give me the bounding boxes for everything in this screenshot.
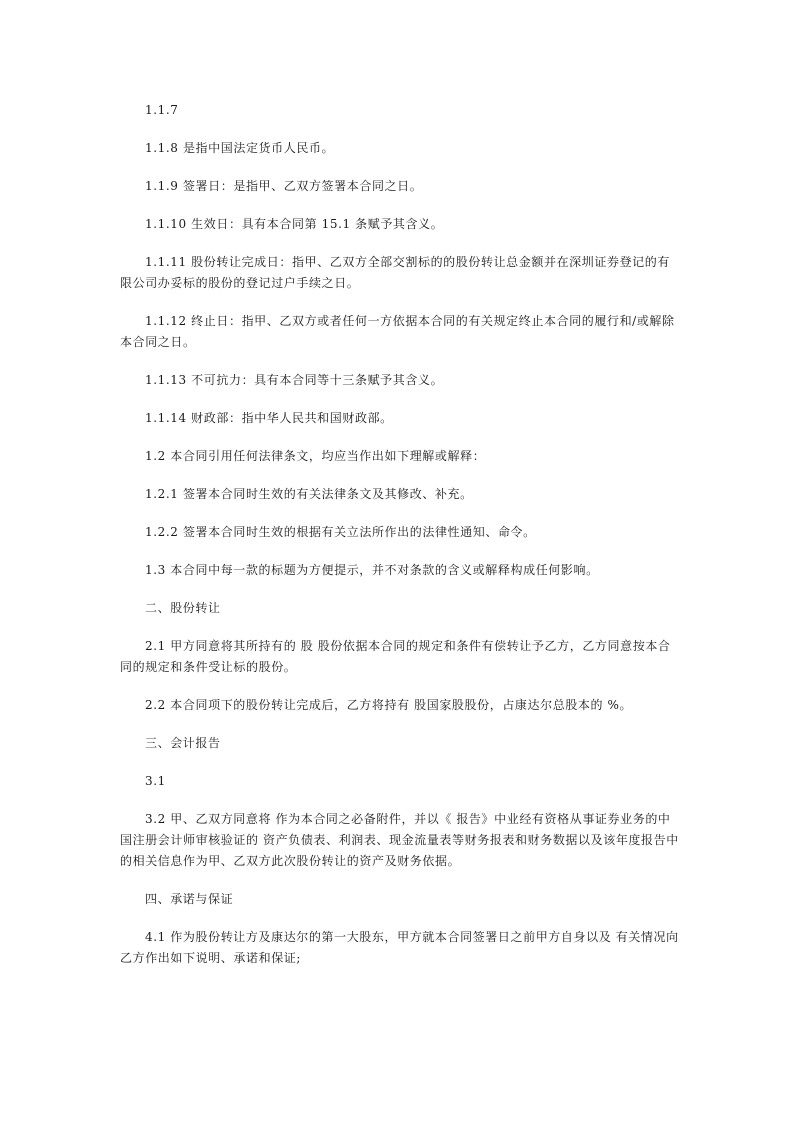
clause-2-2: 2.2 本合同项下的股份转让完成后，乙方将持有 股国家股股份，占康达尔总股本的 %。 (145, 698, 633, 712)
document-body (120, 100, 680, 986)
clause-3-1: 3.1 (145, 774, 166, 788)
section-heading-4: 四、承诺与保证 (145, 892, 234, 906)
clause-1-2-1: 1.2.1 签署本合同时生效的有关法律条文及其修改、补充。 (145, 487, 473, 501)
section-heading-2: 二、股份转让 (145, 601, 221, 615)
clause-1-2-2: 1.2.2 签署本合同时生效的根据有关立法所作出的法律性通知、命令。 (145, 525, 536, 539)
clause-1-1-12: 1.1.12 终止日：指甲、乙双方或者任何一方依据本合同的有关规定终止本合同的履行和/或解除本合同之日。 (120, 314, 675, 349)
clause-1-3: 1.3 本合同中每一款的标题为方便提示，并不对条款的含义或解释构成任何影响。 (145, 563, 599, 577)
clause-1-1-9: 1.1.9 签署日：是指甲、乙双方签署本合同之日。 (145, 179, 423, 193)
clause-1-1-14: 1.1.14 财政部：指中华人民共和国财政部。 (145, 411, 393, 425)
clause-4-1: 4.1 作为股份转让方及康达尔的第一大股东，甲方就本合同签署日之前甲方自身以及 有关情况向乙方作出如下说明、承诺和保证; (120, 930, 679, 965)
clause-1-1-11: 1.1.11 股份转让完成日：指甲、乙双方全部交割标的的股份转让总金额并在深圳证券登记的有限公司办妥标的股份的登记过户手续之日。 (120, 255, 670, 290)
section-heading-3: 三、会计报告 (145, 736, 221, 750)
clause-2-1: 2.1 甲方同意将其所持有的 股 股份依据本合同的规定和条件有偿转让予乙方，乙方同意按本合同的规定和条件受让标的股份。 (120, 639, 671, 674)
clause-3-2: 3.2 甲、乙双方同意将 作为本合同之必备附件，并以《 报告》中业经有资格从事证券业务的中国注册会计师审核验证的 资产负债表、利润表、现金流量表等财务报表和财务数据以及该年度报告中的相关信息作为甲、乙双方此次股份转让的资产及财务依据。 (120, 812, 679, 868)
clause-1-1-8: 1.1.8 是指中国法定货币人民币。 (145, 141, 335, 155)
clause-1-2: 1.2 本合同引用任何法律条文，均应当作出如下理解或解释： (145, 449, 486, 463)
clause-1-1-13: 1.1.13 不可抗力：具有本合同等十三条赋予其含义。 (145, 373, 444, 387)
clause-1-1-7: 1.1.7 (145, 103, 179, 117)
clause-1-1-10: 1.1.10 生效日：具有本合同第 15.1 条赋予其含义。 (145, 217, 444, 231)
